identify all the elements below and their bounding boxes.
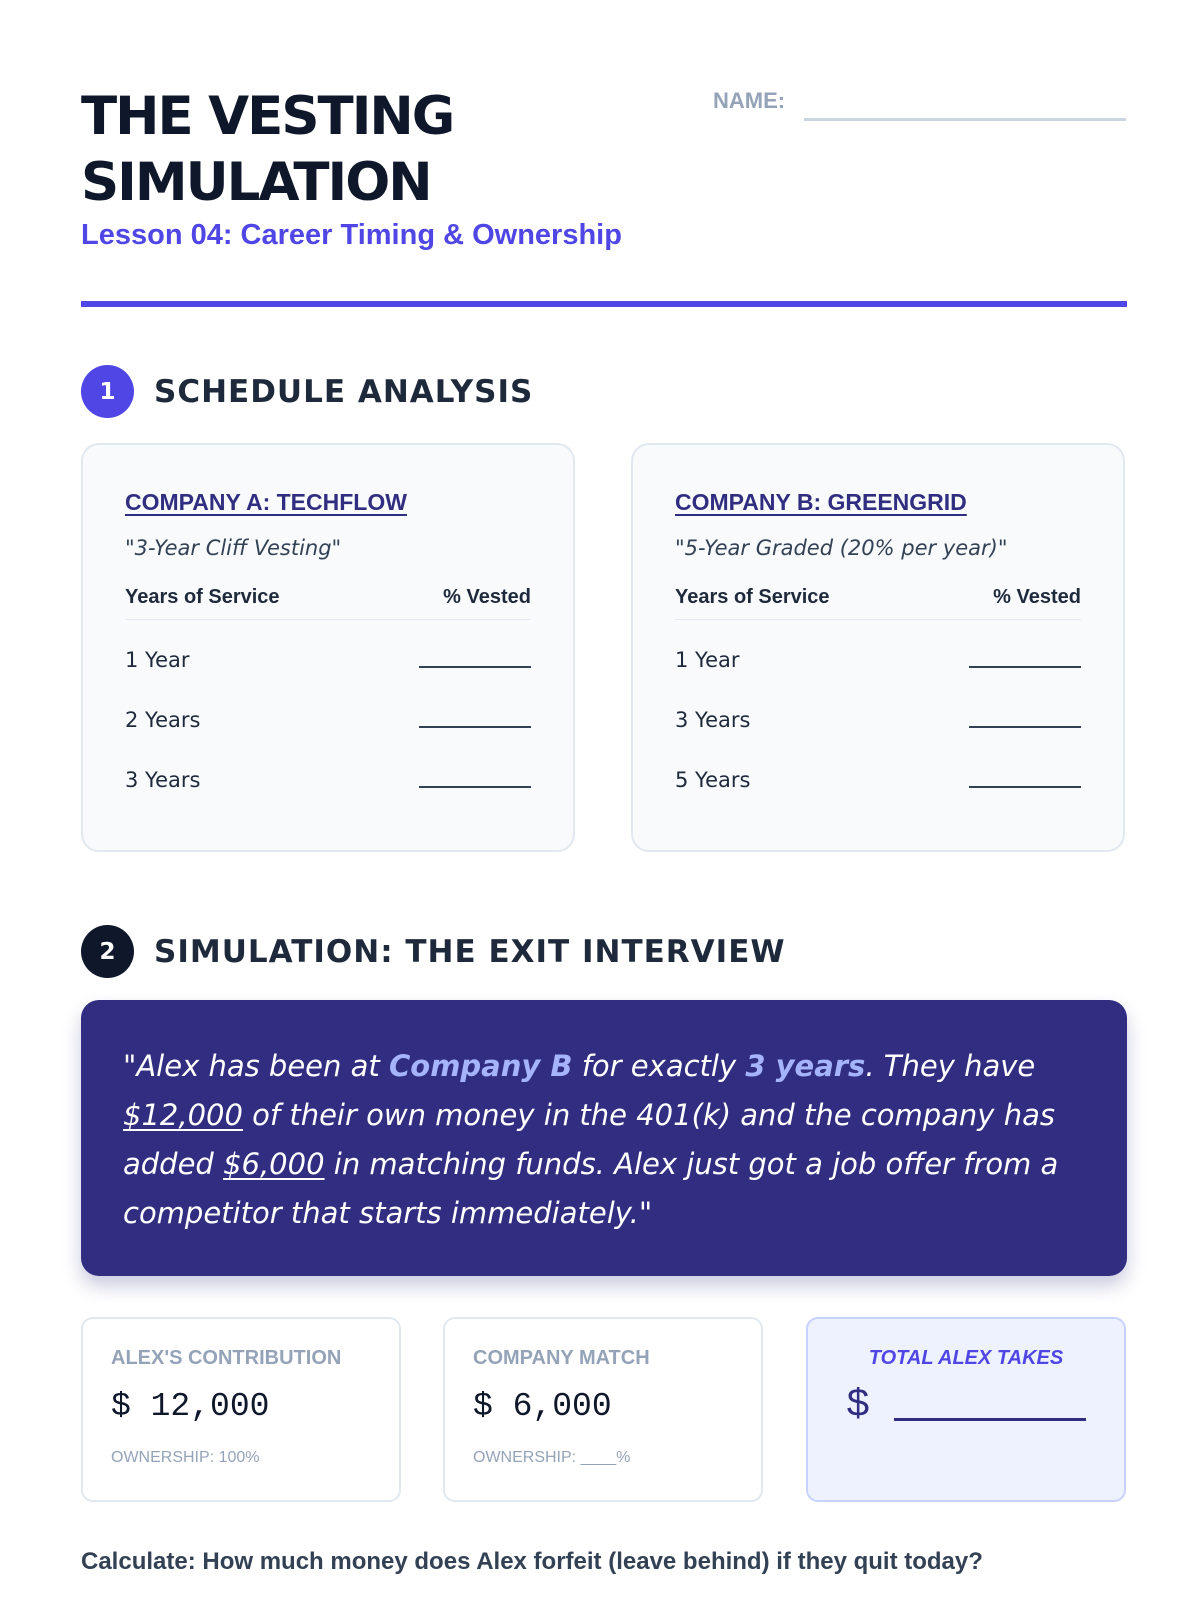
- table-row: [675, 680, 1081, 740]
- company-b-schedule: "5-Year Graded (20% per year)": [675, 536, 1008, 560]
- calculation-question: Calculate: How much money does Alex forfeit (leave behind) if they quit today?: [81, 1548, 983, 1575]
- total-answer-row: [836, 1384, 1096, 1429]
- vested-answer-blank[interactable]: [969, 768, 1081, 788]
- section-2-heading: [81, 925, 786, 978]
- contribution-value: $ 12,000: [111, 1388, 270, 1425]
- company-a-card: [81, 443, 575, 852]
- years-cell: 3 Years: [125, 768, 201, 792]
- table-row: [125, 680, 531, 740]
- total-answer-blank[interactable]: [894, 1391, 1086, 1421]
- scenario-text: . They have: [865, 1049, 1036, 1083]
- header-divider: [81, 301, 1127, 307]
- match-stat-card: [443, 1317, 763, 1502]
- name-field[interactable]: [804, 118, 1126, 121]
- years-cell: 2 Years: [125, 708, 201, 732]
- vested-column-header: % Vested: [993, 586, 1081, 608]
- company-b-card: [631, 443, 1125, 852]
- table-row: [675, 740, 1081, 800]
- company-a-title: COMPANY A: TECHFLOW: [125, 489, 407, 515]
- scenario-own-money: $12,000: [123, 1098, 243, 1132]
- section-2-title: SIMULATION: THE EXIT INTERVIEW: [154, 933, 786, 970]
- years-cell: 3 Years: [675, 708, 751, 732]
- section-1-title: SCHEDULE ANALYSIS: [154, 373, 534, 410]
- section-2-badge: 2: [81, 925, 134, 978]
- company-b-title: COMPANY B: GREENGRID: [675, 489, 967, 515]
- contribution-label: ALEX'S CONTRIBUTION: [111, 1347, 342, 1369]
- company-a-schedule: "3-Year Cliff Vesting": [125, 536, 342, 560]
- name-label: NAME:: [713, 88, 786, 113]
- total-label: TOTAL ALEX TAKES: [868, 1347, 1064, 1369]
- vested-answer-blank[interactable]: [969, 708, 1081, 728]
- vested-answer-blank[interactable]: [419, 708, 531, 728]
- match-label: COMPANY MATCH: [473, 1347, 650, 1369]
- lesson-subtitle: Lesson 04: Career Timing & Ownership: [81, 219, 622, 251]
- contribution-stat-card: [81, 1317, 401, 1502]
- vested-answer-blank[interactable]: [419, 648, 531, 668]
- scenario-text: of their own money in the 401(k) and the company has added: [123, 1098, 1055, 1181]
- dollar-sign: $: [845, 1384, 870, 1429]
- worksheet-page: [81, 0, 1127, 1600]
- total-stat-card: [806, 1317, 1126, 1502]
- years-cell: 1 Year: [675, 648, 740, 672]
- scenario-match-money: $6,000: [223, 1147, 325, 1181]
- match-value: $ 6,000: [473, 1388, 612, 1425]
- section-1-badge: 1: [81, 365, 134, 418]
- table-row: [125, 740, 531, 800]
- company-b-table-header: [675, 586, 1081, 620]
- scenario-years: 3 years: [745, 1049, 866, 1083]
- table-row: [675, 620, 1081, 680]
- years-cell: 1 Year: [125, 648, 190, 672]
- years-cell: 5 Years: [675, 768, 751, 792]
- scenario-text: "Alex has been at: [123, 1049, 389, 1083]
- vested-answer-blank[interactable]: [419, 768, 531, 788]
- table-row: [125, 620, 531, 680]
- scenario-text: for exactly: [572, 1049, 746, 1083]
- years-column-header: Years of Service: [675, 586, 830, 608]
- contribution-ownership: OWNERSHIP: 100%: [111, 1449, 260, 1466]
- scenario-text: in matching funds. Alex just got a job offer from a competitor that starts immediately.": [123, 1147, 1059, 1230]
- match-ownership: OWNERSHIP: ____%: [473, 1449, 631, 1466]
- scenario-company: Company B: [388, 1049, 573, 1083]
- worksheet-title: THE VESTING SIMULATION: [81, 86, 454, 213]
- company-a-table-header: [125, 586, 531, 620]
- years-column-header: Years of Service: [125, 586, 280, 608]
- vested-column-header: % Vested: [443, 586, 531, 608]
- vested-answer-blank[interactable]: [969, 648, 1081, 668]
- section-1-heading: [81, 365, 533, 418]
- scenario-box: [81, 1000, 1127, 1276]
